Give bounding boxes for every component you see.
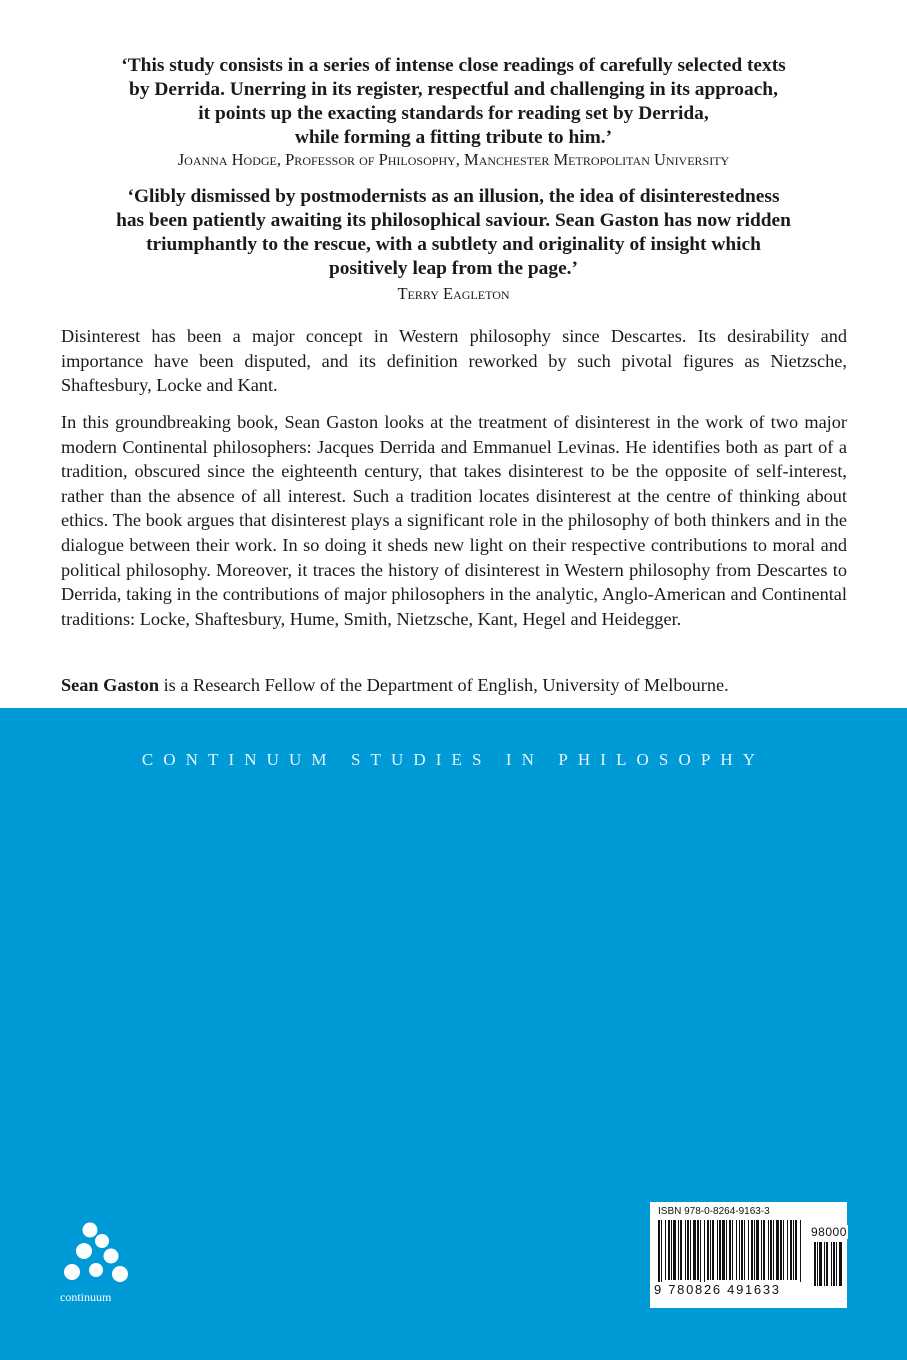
barcode-bar — [741, 1220, 743, 1280]
barcode-bar — [697, 1220, 699, 1280]
barcode-bar — [736, 1220, 737, 1280]
barcode-bar — [726, 1220, 727, 1280]
barcode-bar — [739, 1220, 740, 1280]
addon-bar — [814, 1242, 816, 1286]
barcode-bar — [770, 1220, 772, 1280]
addon-bar — [824, 1242, 825, 1286]
price-code: 98000 — [811, 1225, 847, 1239]
barcode-bar — [717, 1220, 718, 1280]
barcode-bar — [751, 1220, 753, 1280]
addon-bar — [819, 1242, 822, 1286]
barcode-bar — [795, 1220, 797, 1280]
barcode-bar — [707, 1220, 709, 1280]
barcode-bar — [763, 1220, 765, 1280]
barcode-bar — [780, 1220, 782, 1280]
barcode-bar — [732, 1220, 733, 1280]
attribution-hodge: Joanna Hodge, Professor of Philosophy, Manchester Metropolitan University — [177, 150, 730, 169]
addon-bar — [836, 1242, 837, 1286]
barcode-bar — [744, 1220, 745, 1280]
barcode-bar — [671, 1220, 672, 1280]
author-bio-text: is a Research Fellow of the Department of English, University of Melbourne. — [159, 675, 729, 695]
isbn-digits: 9 780826 491633 — [654, 1282, 804, 1297]
barcode-bar — [687, 1220, 689, 1280]
barcode-bar — [685, 1220, 686, 1280]
barcode-bar — [680, 1220, 682, 1280]
series-title: CONTINUUM STUDIES IN PHILOSOPHY — [141, 750, 766, 769]
description-paragraph-1: Disinterest has been a major concept in Western philosophy since Descartes. Its desirability and importance have been disputed, and its definition reworked by such pivotal figures as Nietzsche, Shaftesbury, Locke and Kant. — [61, 326, 847, 396]
barcode-bar — [700, 1220, 701, 1286]
addon-bar — [826, 1242, 828, 1286]
barcode-bar — [673, 1220, 676, 1280]
barcode-bar — [773, 1220, 774, 1280]
barcode-bar — [719, 1220, 721, 1280]
barcode-bar — [658, 1220, 660, 1286]
isbn-label: ISBN 978-0-8264-9163-3 — [658, 1206, 770, 1217]
barcode-bar — [768, 1220, 769, 1280]
quote-hodge: ‘This study consists in a series of intense close readings of carefully selected texts by Derrida. Unerring in its register, respectful and challenging in its approach, it points up the exacting standards for reading set by Derrida, while forming a fitting tribute to him.’ — [121, 55, 786, 148]
attribution-eagleton: Terry Eagleton — [397, 284, 510, 303]
barcode-bar — [693, 1220, 696, 1280]
barcode-bar — [678, 1220, 679, 1280]
barcode-bar — [756, 1220, 759, 1280]
barcode-bar — [776, 1220, 779, 1280]
barcode-bar — [790, 1220, 792, 1280]
barcode-bar — [729, 1220, 731, 1280]
author-name: Sean Gaston — [61, 675, 160, 695]
barcode-box — [650, 1202, 847, 1308]
barcode-bar — [793, 1220, 794, 1280]
barcode-bar — [690, 1220, 691, 1280]
barcode-bar — [722, 1220, 725, 1280]
barcode-bar — [787, 1220, 788, 1280]
barcode-bar — [800, 1220, 801, 1286]
author-bio — [61, 673, 847, 697]
barcode-bar — [712, 1220, 714, 1280]
addon-bar — [831, 1242, 832, 1286]
addon-bar — [833, 1242, 835, 1286]
addon-bar — [839, 1242, 842, 1286]
series-panel — [0, 708, 907, 1360]
barcode-bar — [661, 1220, 662, 1286]
barcode-bar — [704, 1220, 705, 1286]
quote-eagleton: ‘Glibly dismissed by postmodernists as an illusion, the idea of disinterestedness has been patiently awaiting its philosophical saviour. Sean Gaston has now ridden triumphantly to the rescue, with a subtlety and originality of insight which positively leap from the page.’ — [116, 186, 791, 279]
barcode-bar — [748, 1220, 749, 1280]
description-paragraph-2: In this groundbreaking book, Sean Gaston looks at the treatment of disinterest in the work of two major modern Continental philosophers: Jacques Derrida and Emmanuel Levinas. He identifies both as part of a tradition, obscured since the eighteenth century, that takes disinterest to be the opposite of self-interest, rather than the absence of all interest. Such a tradition locates disinterest at the centre of thinking about ethics. The book argues that disinterest plays a significant role in the philosophy of both thinkers and in the dialogue between their work. In so doing it sheds new light on their respective contributions to moral and political philosophy. Moreover, it traces the history of disinterest in Western philosophy from Descartes to Derrida, taking in the contributions of major philosophers in the analytic, Anglo-American and Continental traditions: Locke, Shaftesbury, Hume, Smith, Nietzsche, Kant, Hegel and Heidegger. — [61, 412, 847, 629]
barcode-bar — [783, 1220, 784, 1280]
publisher-name: continuum — [60, 1290, 112, 1304]
barcode-bar — [761, 1220, 762, 1280]
continuum-logo-icon — [60, 1220, 136, 1290]
publisher-logo — [60, 1220, 136, 1310]
barcode-bar — [754, 1220, 755, 1280]
addon-bar — [817, 1242, 818, 1286]
barcode-bar — [668, 1220, 670, 1280]
barcode-bar — [665, 1220, 666, 1280]
barcode-bar — [710, 1220, 711, 1280]
